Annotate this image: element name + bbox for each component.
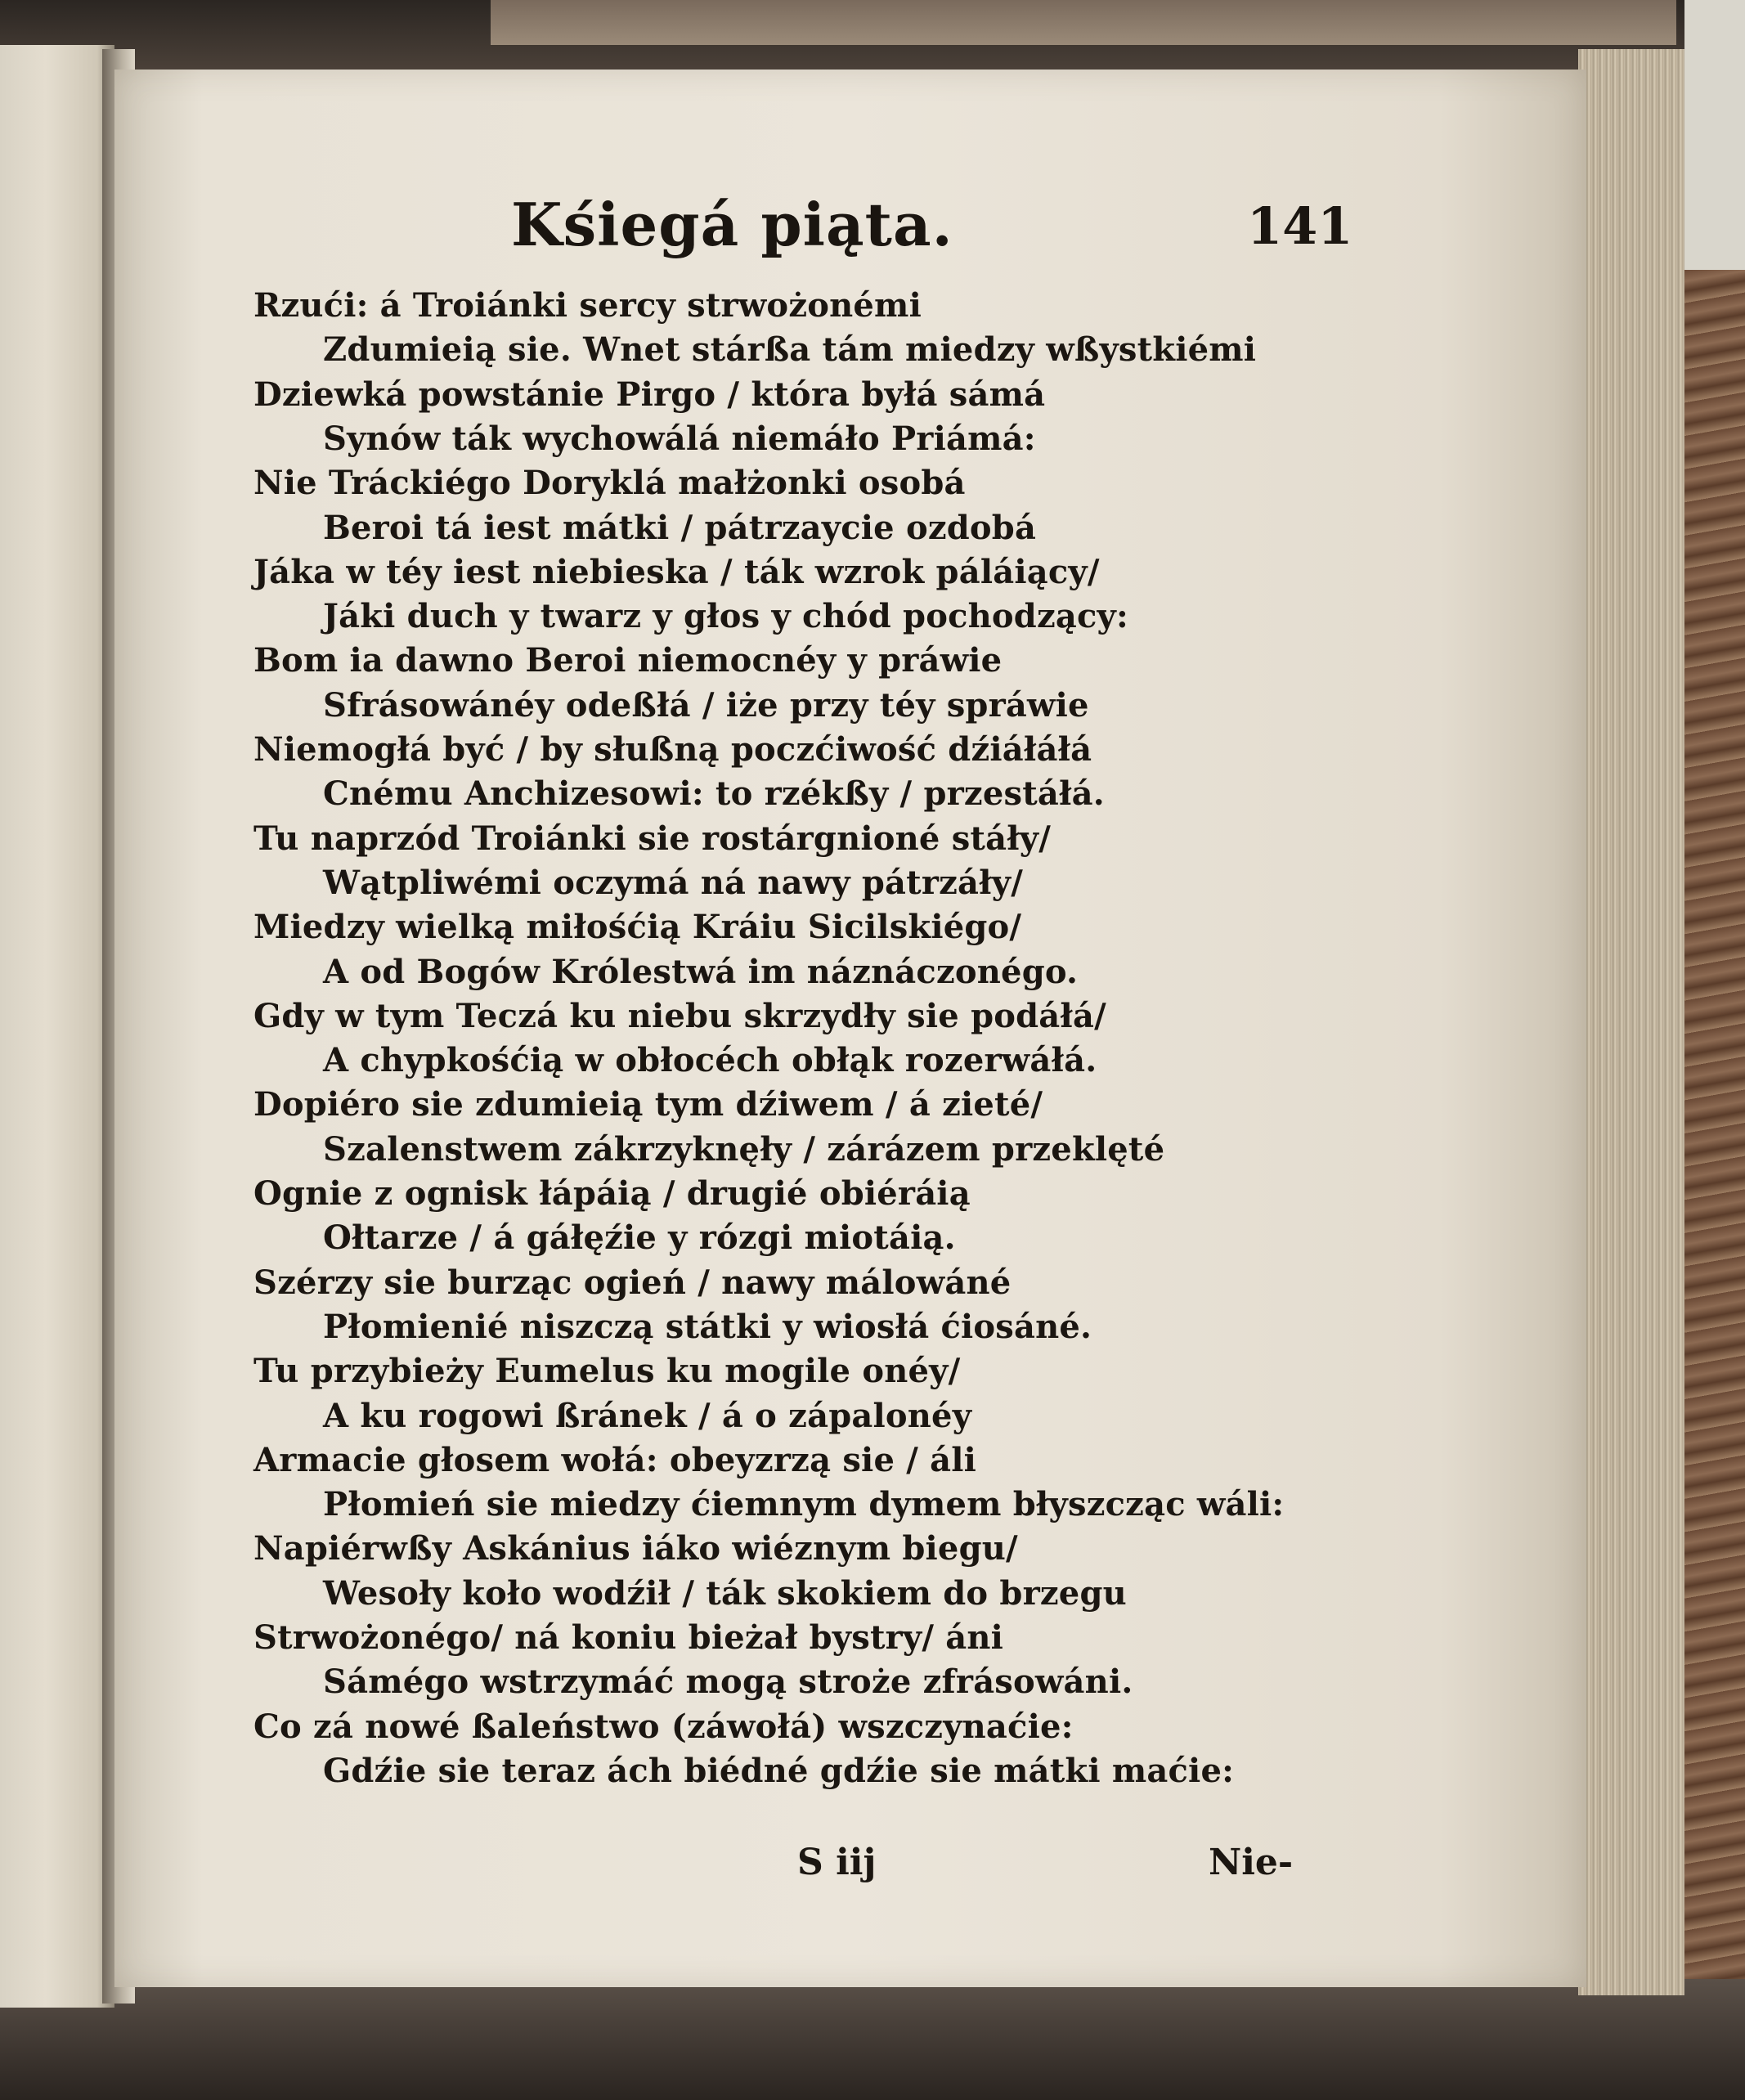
text-line: Napiérwßy Askánius iáko wiéznym biegu/	[253, 1529, 1018, 1568]
book-top-edge	[491, 0, 1676, 45]
page-number: 141	[1247, 196, 1353, 256]
signature-mark: S iij	[797, 1842, 877, 1883]
text-line: Synów ták wychowálá niemáło Priámá:	[323, 419, 1036, 458]
text-line: Rzući: á Troiánki sercy strwożonémi	[253, 286, 922, 325]
catchword: Nie-	[1209, 1842, 1294, 1883]
text-line: Miedzy wielką miłośćią Kráiu Sicilskiégo/	[253, 908, 1022, 947]
book-cover-board	[1684, 270, 1745, 2100]
background-bottom	[0, 1979, 1745, 2100]
text-line: Wesoły koło wodźił / ták skokiem do brzegu	[323, 1573, 1127, 1613]
text-line: Tu przybieży Eumelus ku mogile onéy/	[253, 1352, 961, 1391]
text-line: Jáka w téy iest niebieska / ták wzrok páláiący/	[253, 552, 1100, 591]
page-edges	[1578, 49, 1684, 1995]
text-line: Gdźie sie teraz ách biédné gdźie sie mátki maćie:	[323, 1751, 1235, 1790]
text-line: A chypkośćią w obłocéch obłąk rozerwáłá.	[323, 1041, 1097, 1080]
text-line: A od Bogów Królestwá im náznáczonégo.	[323, 952, 1079, 991]
text-line: Szalenstwem zákrzyknęły / zárázem przeklęté	[323, 1129, 1165, 1169]
text-line: Co zá nowé ßaleństwo (záwołá) wszczynaćie:	[253, 1707, 1074, 1746]
background-right-light	[1684, 0, 1745, 270]
text-line: Bom ia dawno Beroi niemocnéy y práwie	[253, 641, 1003, 680]
text-line: Armacie głosem wołá: obeyzrzą sie / áli	[253, 1440, 977, 1479]
text-line: Strwożonégo/ ná koniu bieżał bystry/ áni	[253, 1618, 1004, 1657]
text-line: Wątpliwémi oczymá ná nawy pátrzáły/	[323, 863, 1024, 902]
text-line: Gdy w tym Teczá ku niebu skrzydły sie podáłá/	[253, 996, 1106, 1035]
text-line: Cnému Anchizesowi: to rzékßy / przestáłá.	[323, 774, 1105, 814]
text-line: Beroi tá iest mátki / pátrzaycie ozdobá	[323, 508, 1037, 547]
text-line: Sámégo wstrzymáć mogą stroże zfrásowáni.	[323, 1662, 1133, 1702]
text-line: A ku rogowi ßránek / á o zápalonéy	[323, 1396, 972, 1435]
running-head: Kśiegá piąta.	[511, 190, 953, 259]
text-line: Płomienié niszczą státki y wiosłá ćiosáné.	[323, 1307, 1092, 1346]
text-line: Tu naprzód Troiánki sie rostárgnioné stáły/	[253, 819, 1052, 858]
text-line: Dziewká powstánie Pirgo / która byłá sámá	[253, 375, 1046, 414]
text-line: Zdumieią sie. Wnet stárßa tám miedzy wßystkiémi	[323, 330, 1257, 370]
text-line: Dopiéro sie zdumieią tym dźiwem / á zieté/	[253, 1085, 1043, 1124]
text-line: Nie Tráckiégo Doryklá małżonki osobá	[253, 464, 966, 503]
text-line: Ognie z ognisk łápáią / drugié obiéráią	[253, 1174, 971, 1213]
text-line: Szérzy sie burząc ogień / nawy málowáné	[253, 1263, 1012, 1302]
text-line: Jáki duch y twarz y głos y chód pochodzący:	[323, 597, 1128, 636]
text-line: Ołtarze / á gáłęźie y rózgi miotáią.	[323, 1218, 956, 1258]
left-page-edge	[0, 45, 114, 2008]
text-line: Płomień sie miedzy ćiemnym dymem błyszcząc wáli:	[323, 1485, 1285, 1524]
text-line: Sfrásowánéy odeßłá / iże przy téy spráwie	[323, 685, 1089, 725]
text-line: Niemogłá być / by słußną poczćiwość dźiáłáłá	[253, 730, 1092, 769]
